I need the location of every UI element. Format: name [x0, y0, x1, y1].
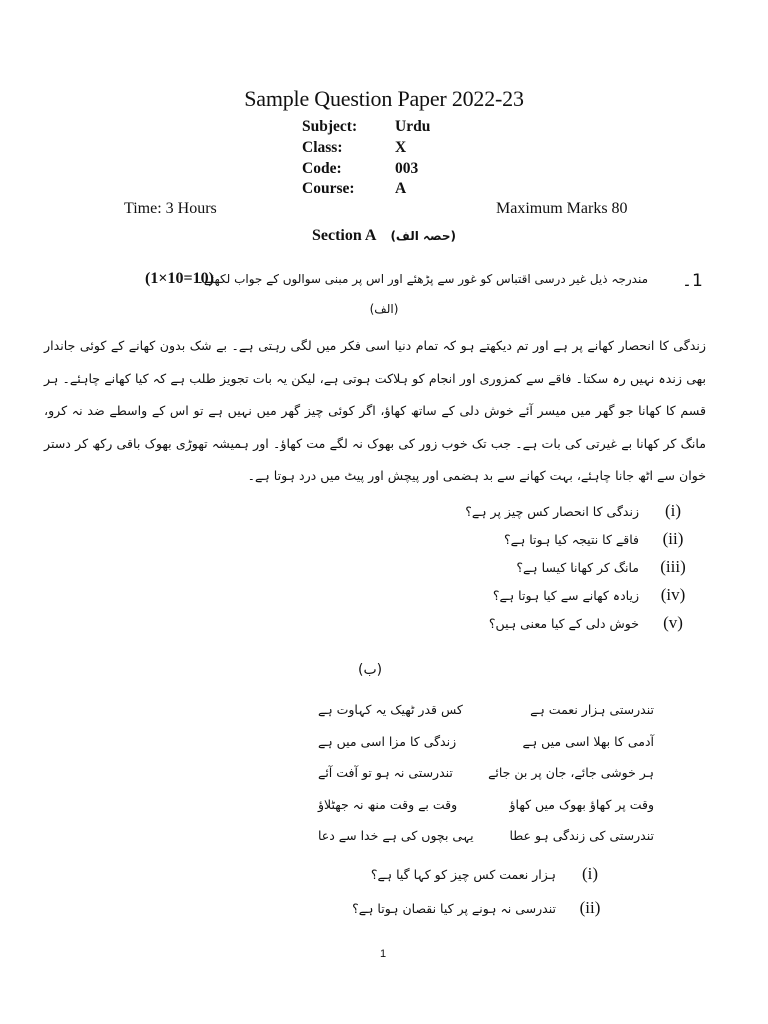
question-num: (v) — [663, 613, 683, 632]
page-title: Sample Question Paper 2022-23 — [244, 86, 524, 111]
meta-label: Class: — [302, 139, 343, 156]
poem — [318, 696, 654, 854]
question-num: (i) — [581, 864, 599, 883]
meta-label: Subject: — [302, 118, 358, 135]
poem-line-left: وقت پر کھاؤ بھوک میں کھاؤ — [509, 796, 654, 812]
question-item — [465, 525, 693, 553]
part-a-label: (الف) — [369, 302, 399, 316]
meta-value: A — [395, 180, 407, 197]
question-text: زندگی کا انحصار کس چیز پر ہے؟ — [465, 504, 639, 519]
question-num: (iii) — [660, 557, 686, 576]
meta-code — [302, 158, 418, 180]
poem-line-left: ہر خوشی جائے، جان پر بن جائے — [488, 765, 654, 780]
part-a-questions — [465, 497, 693, 637]
question-text: مانگ کر کھانا کیسا ہے؟ — [516, 560, 639, 575]
part-b-label: (ب) — [358, 662, 383, 678]
question-item — [465, 553, 693, 581]
poem-couplet — [318, 822, 654, 854]
question-item — [465, 581, 693, 609]
poem-line-right: یہی بچوں کی ہے خدا سے دعا — [318, 828, 474, 843]
poem-line-right: تندرستی نہ ہو تو آفت آئے — [318, 765, 453, 780]
section-label-urdu: (حصہ الف) — [390, 229, 456, 243]
part-b-questions — [352, 860, 610, 922]
section-label: Section A — [311, 227, 377, 244]
poem-couplet — [318, 759, 654, 791]
meta-value: X — [395, 139, 407, 156]
question-item — [352, 894, 610, 922]
meta-label: Code: — [302, 160, 342, 177]
meta-course — [302, 178, 406, 200]
question-item — [352, 860, 610, 888]
poem-couplet — [318, 791, 654, 823]
time-allowed: Time: 3 Hours — [124, 200, 217, 217]
poem-line-left: تندرستی ہزار نعمت ہے — [530, 702, 654, 717]
meta-subject — [302, 116, 430, 138]
meta-class — [302, 137, 406, 159]
poem-line-right: کس قدر ٹھیک یہ کہاوت ہے — [318, 702, 463, 717]
question-num: (iv) — [660, 585, 686, 604]
section-heading — [0, 227, 768, 245]
question-instruction: مندرجہ ذیل غیر درسی اقتباس کو غور سے پڑھئے اور اس پر مبنی سوالوں کے جواب لکھئے۔ — [196, 272, 648, 286]
poem-couplet — [318, 696, 654, 728]
poem-line-left: تندرستی کی زندگی ہو عطا — [509, 828, 654, 843]
passage-text: زندگی کا انحصار کھانے پر ہے اور تم دیکھتے ہو کہ تمام دنیا اسی فکر میں لگی رہتی ہے۔ بے شک بدون کھانے کے کوئی جاندار بھی زندہ نہیں رہ سکتا۔ فاقے سے کمزوری اور انجام کو ہلاکت ہوتی ہے، لیکن یہ بات تجویز طلب ہے کہ کیا کھانے چاہئے۔ ہر قسم کا کھانا جو گھر میں میسر آئے خوش دلی کے ساتھ کھاؤ، اگر کوئی چیز گھر میں نہیں ہے تو اس کے واسطے ضد نہ کرو، مانگ کر کھانا بے غیرتی کی بات ہے۔ جب تک خوب زور کی بھوک نہ لگے مت کھاؤ۔ اور ہمیشہ تھوڑی بھوک باقی رکھ کر دستر خوان سے اٹھ جانا چاہئے، بہت کھانے سے بد ہضمی اور پیچش اور پیٹ میں درد ہوتا ہے۔ — [44, 338, 706, 483]
question-text: زیادہ کھانے سے کیا ہوتا ہے؟ — [492, 588, 639, 603]
maximum-marks: Maximum Marks 80 — [496, 200, 628, 217]
question-text: تندرسی نہ ہونے پر کیا نقصان ہوتا ہے؟ — [352, 901, 556, 916]
poem-line-right: زندگی کا مزا اسی میں ہے — [318, 733, 457, 749]
poem-couplet — [318, 728, 654, 760]
question-num: (ii) — [579, 898, 601, 917]
meta-value: Urdu — [395, 118, 431, 135]
meta-label: Course: — [302, 180, 355, 197]
question-item — [465, 609, 693, 637]
page-number: 1 — [380, 948, 387, 960]
question-item — [465, 497, 693, 525]
question-num: (i) — [664, 501, 682, 520]
poem-line-left: آدمی کا بھلا اسی میں ہے — [522, 733, 654, 749]
question-text: خوش دلی کے کیا معنی ہیں؟ — [488, 616, 639, 631]
poem-line-right: وقت بے وقت منھ نہ جھٹلاؤ — [318, 796, 458, 812]
meta-value: 003 — [395, 160, 419, 177]
question-text: فاقے کا نتیجہ کیا ہوتا ہے؟ — [503, 532, 639, 547]
question-text: ہزار نعمت کس چیز کو کہا گیا ہے؟ — [370, 867, 556, 882]
question-number: 1۔ — [682, 271, 703, 291]
question-marks: (1×10=10) — [145, 270, 214, 287]
question-num: (ii) — [662, 529, 684, 548]
